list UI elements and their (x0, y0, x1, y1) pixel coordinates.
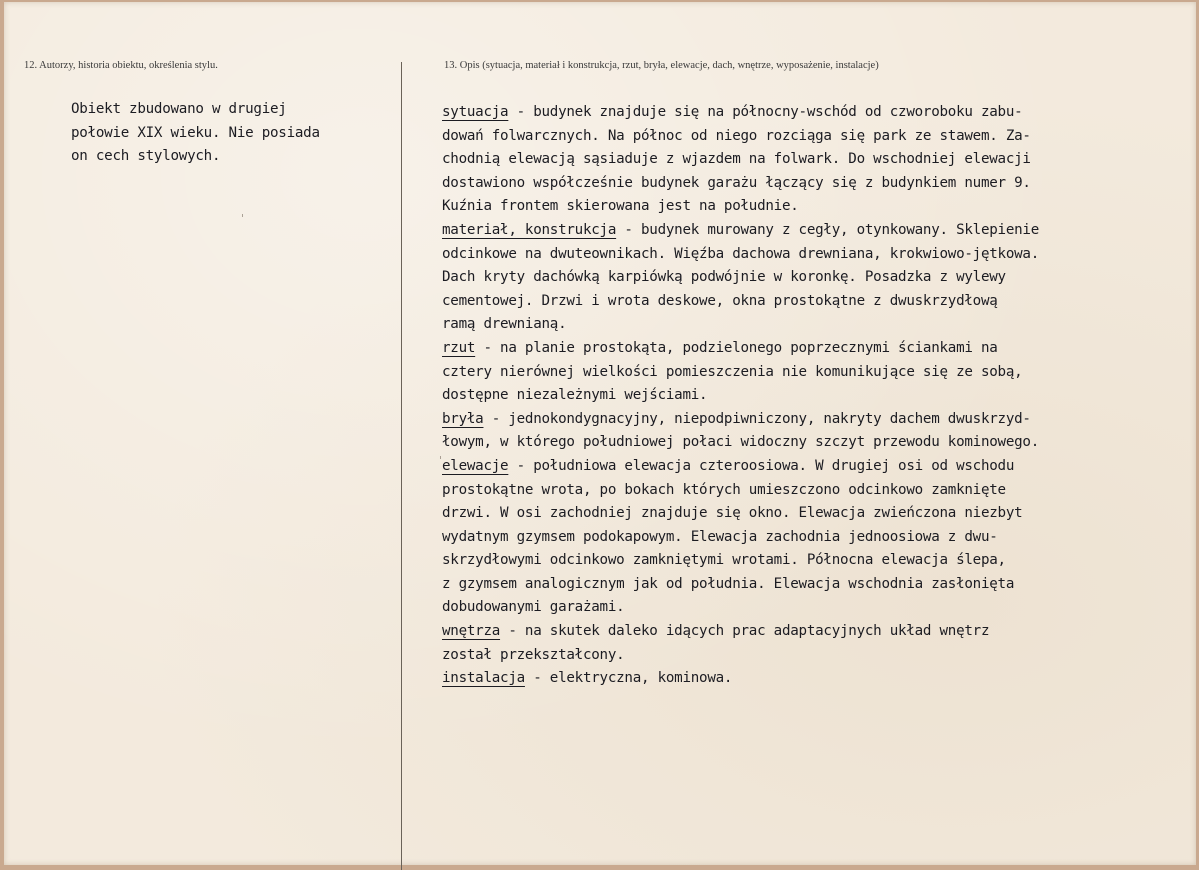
description-line-text: ramą drewnianą. (442, 316, 567, 333)
description-line-text: wydatnym gzymsem podokapowym. Elewacja zachodnia jednoosiowa z dwu- (442, 528, 998, 545)
history-line: Obiekt zbudowano w drugiej (71, 101, 287, 117)
history-line: połowie XIX wieku. Nie posiada (71, 124, 320, 141)
section-12-header: 12. Autorzy, historia obiektu, określenia stylu. (24, 60, 218, 71)
section-keyword: sytuacja (442, 104, 509, 120)
description-line (442, 667, 1199, 691)
paper-speck (440, 456, 441, 459)
description-line (442, 313, 1199, 337)
description-line (442, 526, 1199, 550)
description-line-text: chodnią elewacją sąsiaduje z wjazdem na folwark. Do wschodniej elewacji (442, 151, 1031, 168)
description-text (442, 101, 1199, 691)
section-keyword: materiał, konstrukcja (442, 221, 617, 238)
description-line (442, 431, 1199, 455)
history-line: on cech stylowych. (71, 148, 221, 165)
section-keyword: rzut (442, 339, 476, 356)
description-line (442, 101, 1199, 125)
description-line (442, 479, 1199, 503)
description-line (442, 219, 1199, 243)
section-keyword: elewacje (442, 457, 509, 474)
description-line-text: - budynek znajduje się na północny-wschód od czworoboku zabu- (508, 104, 1023, 120)
description-line (442, 290, 1199, 314)
description-line (442, 172, 1199, 196)
description-line-text: drzwi. W osi zachodniej znajduje się okno. Elewacja zwieńczona niezbyt (442, 505, 1023, 522)
description-line (442, 384, 1199, 408)
description-line (442, 620, 1199, 644)
section-13-header: 13. Opis (sytuacja, materiał i konstrukcja, rzut, bryła, elewacje, dach, wnętrze, wyposażenie, instalacje) (444, 60, 879, 71)
description-line (442, 455, 1199, 479)
description-line-text: łowym, w którego południowej połaci widoczny szczyt przewodu kominowego. (442, 434, 1039, 451)
description-line (442, 148, 1199, 172)
description-line-text: z gzymsem analogicznym jak od południa. Elewacja wschodnia zasłonięta (442, 575, 1015, 592)
description-line (442, 337, 1199, 361)
description-line-text: - na planie prostokąta, podzielonego poprzecznymi ściankami na (475, 339, 998, 356)
description-line-text: dowań folwarcznych. Na północ od niego rozciąga się park ze stawem. Za- (442, 127, 1031, 144)
description-line (442, 502, 1199, 526)
description-line (442, 549, 1199, 573)
column-divider (401, 62, 402, 870)
description-line-text: Kuźnia frontem skierowana jest na południe. (442, 198, 799, 215)
description-line-text: Dach kryty dachówką karpiówką podwójnie w koronkę. Posadzka z wylewy (442, 269, 1006, 286)
description-line-text: cztery nierównej wielkości pomieszczenia nie komunikujące się ze sobą, (442, 363, 1023, 380)
inventory-card (4, 2, 1196, 865)
description-line (442, 195, 1199, 219)
section-keyword: bryła (442, 410, 484, 427)
description-line (442, 361, 1199, 385)
description-line-text: dostępne niezależnymi wejściami. (442, 387, 708, 404)
description-line-text: - jednokondygnacyjny, niepodpiwniczony, nakryty dachem dwuskrzyd- (483, 410, 1031, 427)
description-line-text: został przekształcony. (442, 646, 625, 663)
section-keyword: wnętrza (442, 623, 501, 640)
description-line-text: - południowa elewacja czteroosiowa. W drugiej osi od wschodu (508, 457, 1015, 474)
description-line (442, 644, 1199, 668)
description-line (442, 125, 1199, 149)
description-line-text: prostokątne wrota, po bokach których umieszczono odcinkowo zamknięte (442, 481, 1006, 498)
description-line-text: dobudowanymi garażami. (442, 599, 625, 616)
description-line-text: - budynek murowany z cegły, otynkowany. Sklepienie (616, 221, 1039, 238)
description-line (442, 266, 1199, 290)
description-line (442, 408, 1199, 432)
description-line (442, 596, 1199, 620)
description-line-text: - na skutek daleko idących prac adaptacyjnych układ wnętrz (500, 623, 990, 640)
section-keyword: instalacja (442, 670, 525, 687)
description-line-text: - elektryczna, kominowa. (524, 670, 733, 687)
description-line-text: odcinkowe na dwuteownikach. Więźba dachowa drewniana, krokwiowo-jętkowa. (442, 245, 1039, 262)
description-line-text: cementowej. Drzwi i wrota deskowe, okna prostokątne z dwuskrzydłową (442, 292, 998, 309)
history-text (71, 98, 391, 169)
description-line-text: dostawiono współcześnie budynek garażu łączący się z budynkiem numer 9. (442, 174, 1031, 191)
paper-speck (242, 214, 243, 217)
description-line (442, 573, 1199, 597)
description-line-text: skrzydłowymi odcinkowo zamkniętymi wrotami. Północna elewacja ślepa, (442, 552, 1006, 569)
description-line (442, 243, 1199, 267)
